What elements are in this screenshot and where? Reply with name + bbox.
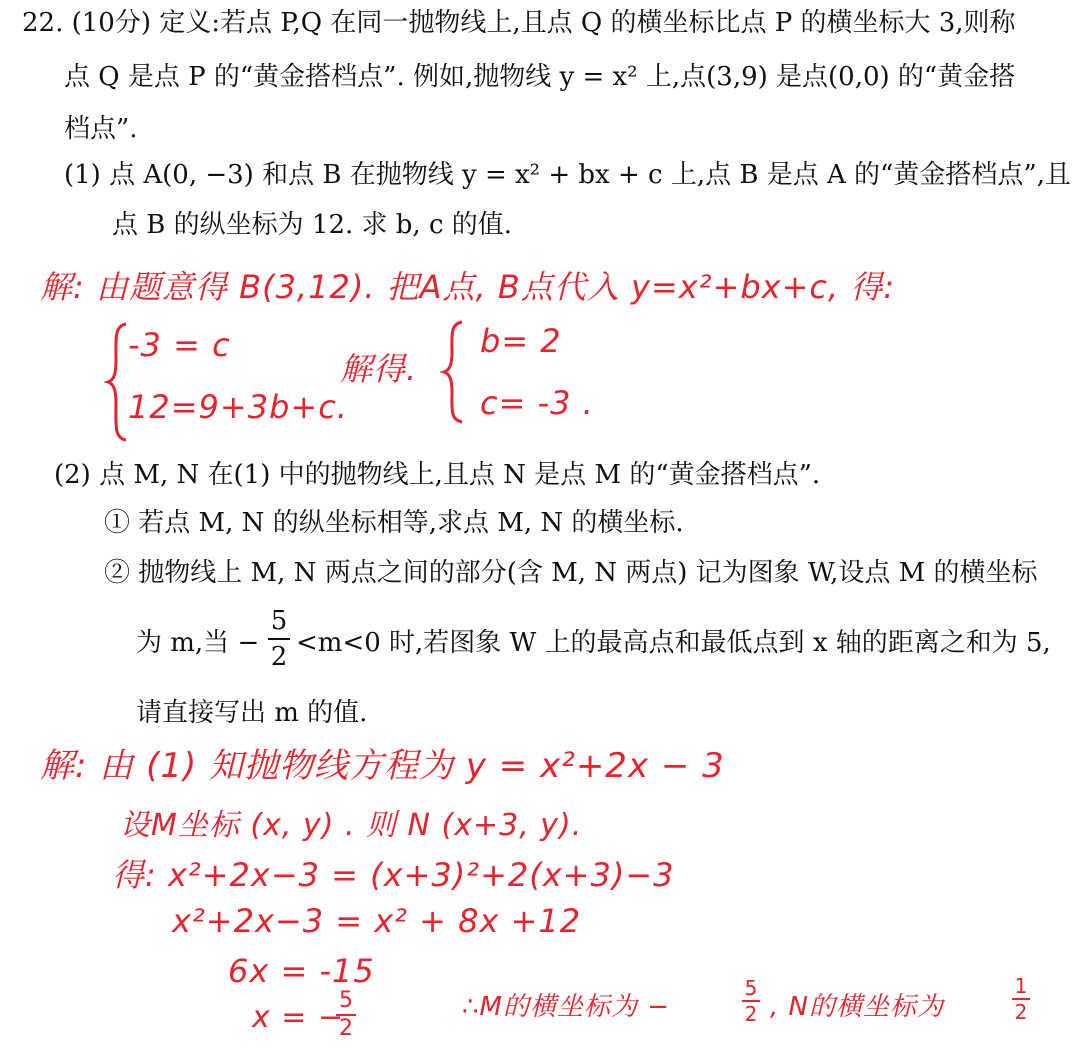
handwritten-answer-2-line-6: x = − [252, 1000, 345, 1035]
part2-sub-2-final: 请直接写出 m 的值. [136, 698, 368, 728]
part2-sub-2: ② 抛物线上 M, N 两点之间的部分(含 M, N 两点) 记为图象 W,设点 M 的横坐标 [104, 558, 1038, 588]
part2-line-1: (2) 点 M, N 在(1) 中的抛物线上,且点 N 是点 M 的“黄金搭档点”. [54, 460, 821, 490]
fraction-denominator: 2 [270, 642, 288, 672]
handwritten-fraction-m [742, 978, 760, 1024]
problem-line-2: 点 Q 是点 P 的“黄金搭档点”. 例如,抛物线 y = x² 上,点(3,9) 是点(0,0) 的“黄金搭 [64, 62, 1016, 92]
problem-line-3: 档点”. [64, 114, 138, 144]
problem-line-1: 22. (10分) 定义:若点 P,Q 在同一抛物线上,且点 Q 的横坐标比点 P 的横坐标大 3,则称 [22, 8, 1016, 38]
handwritten-answer-2-line-1: 解: 由 (1) 知抛物线方程为 y = x²+2x − 3 [40, 746, 725, 786]
handwritten-fraction-x [336, 990, 356, 1040]
part1-line-1: (1) 点 A(0, −3) 和点 B 在抛物线 y = x² + bx + c 上,点 B 是点 A 的“黄金搭档点”,且 [64, 160, 1071, 190]
handwritten-c-value: c= -3 . [480, 384, 594, 422]
fraction-numerator: 5 [270, 606, 288, 636]
part2-sub-2-cond-end: <m<0 时,若图象 W 上的最高点和最低点到 x 轴的距离之和为 5, [296, 628, 1051, 658]
handwritten-fraction-n [1012, 976, 1030, 1022]
handwritten-fraction-n-num: 1 [1014, 974, 1028, 998]
fraction-five-halves [268, 606, 290, 672]
handwritten-fraction-n-den: 2 [1014, 1000, 1028, 1024]
handwritten-answer-1-line: 解: 由题意得 B(3,12). 把A点, B点代入 y=x²+bx+c, 得: [40, 268, 896, 306]
handwritten-answer-2-line-3: 得: x²+2x−3 = (x+3)²+2(x+3)−3 [112, 856, 675, 894]
handwritten-fraction-m-num: 5 [744, 976, 758, 1000]
handwritten-answer-2-line-2: 设M坐标 (x, y) . 则 N (x+3, y). [120, 808, 583, 843]
solution-brace-left [440, 318, 468, 426]
handwritten-fraction-x-den: 2 [339, 1016, 353, 1041]
handwritten-answer-2-line-4: x²+2x−3 = x² + 8x +12 [172, 902, 582, 940]
handwritten-fraction-x-num: 5 [339, 988, 353, 1013]
handwritten-eq-c: -3 = c [128, 326, 231, 364]
part2-sub-2-cond-start: 为 m,当 − [136, 628, 260, 658]
handwritten-conclusion-m: ∴M的横坐标为 − [462, 992, 671, 1022]
part2-sub-1: ① 若点 M, N 的纵坐标相等,求点 M, N 的横坐标. [104, 508, 684, 538]
handwritten-conclusion-n: , N的横坐标为 [770, 992, 944, 1022]
part1-line-2: 点 B 的纵坐标为 12. 求 b, c 的值. [112, 210, 513, 240]
handwritten-fraction-m-den: 2 [744, 1002, 758, 1026]
handwritten-answer-2-line-5: 6x = -15 [228, 952, 375, 990]
fraction-bar [268, 638, 290, 640]
handwritten-solve-label: 解得. [340, 350, 418, 388]
handwritten-b-value: b= 2 [480, 322, 562, 360]
handwritten-eq-b: 12=9+3b+c. [128, 388, 348, 426]
